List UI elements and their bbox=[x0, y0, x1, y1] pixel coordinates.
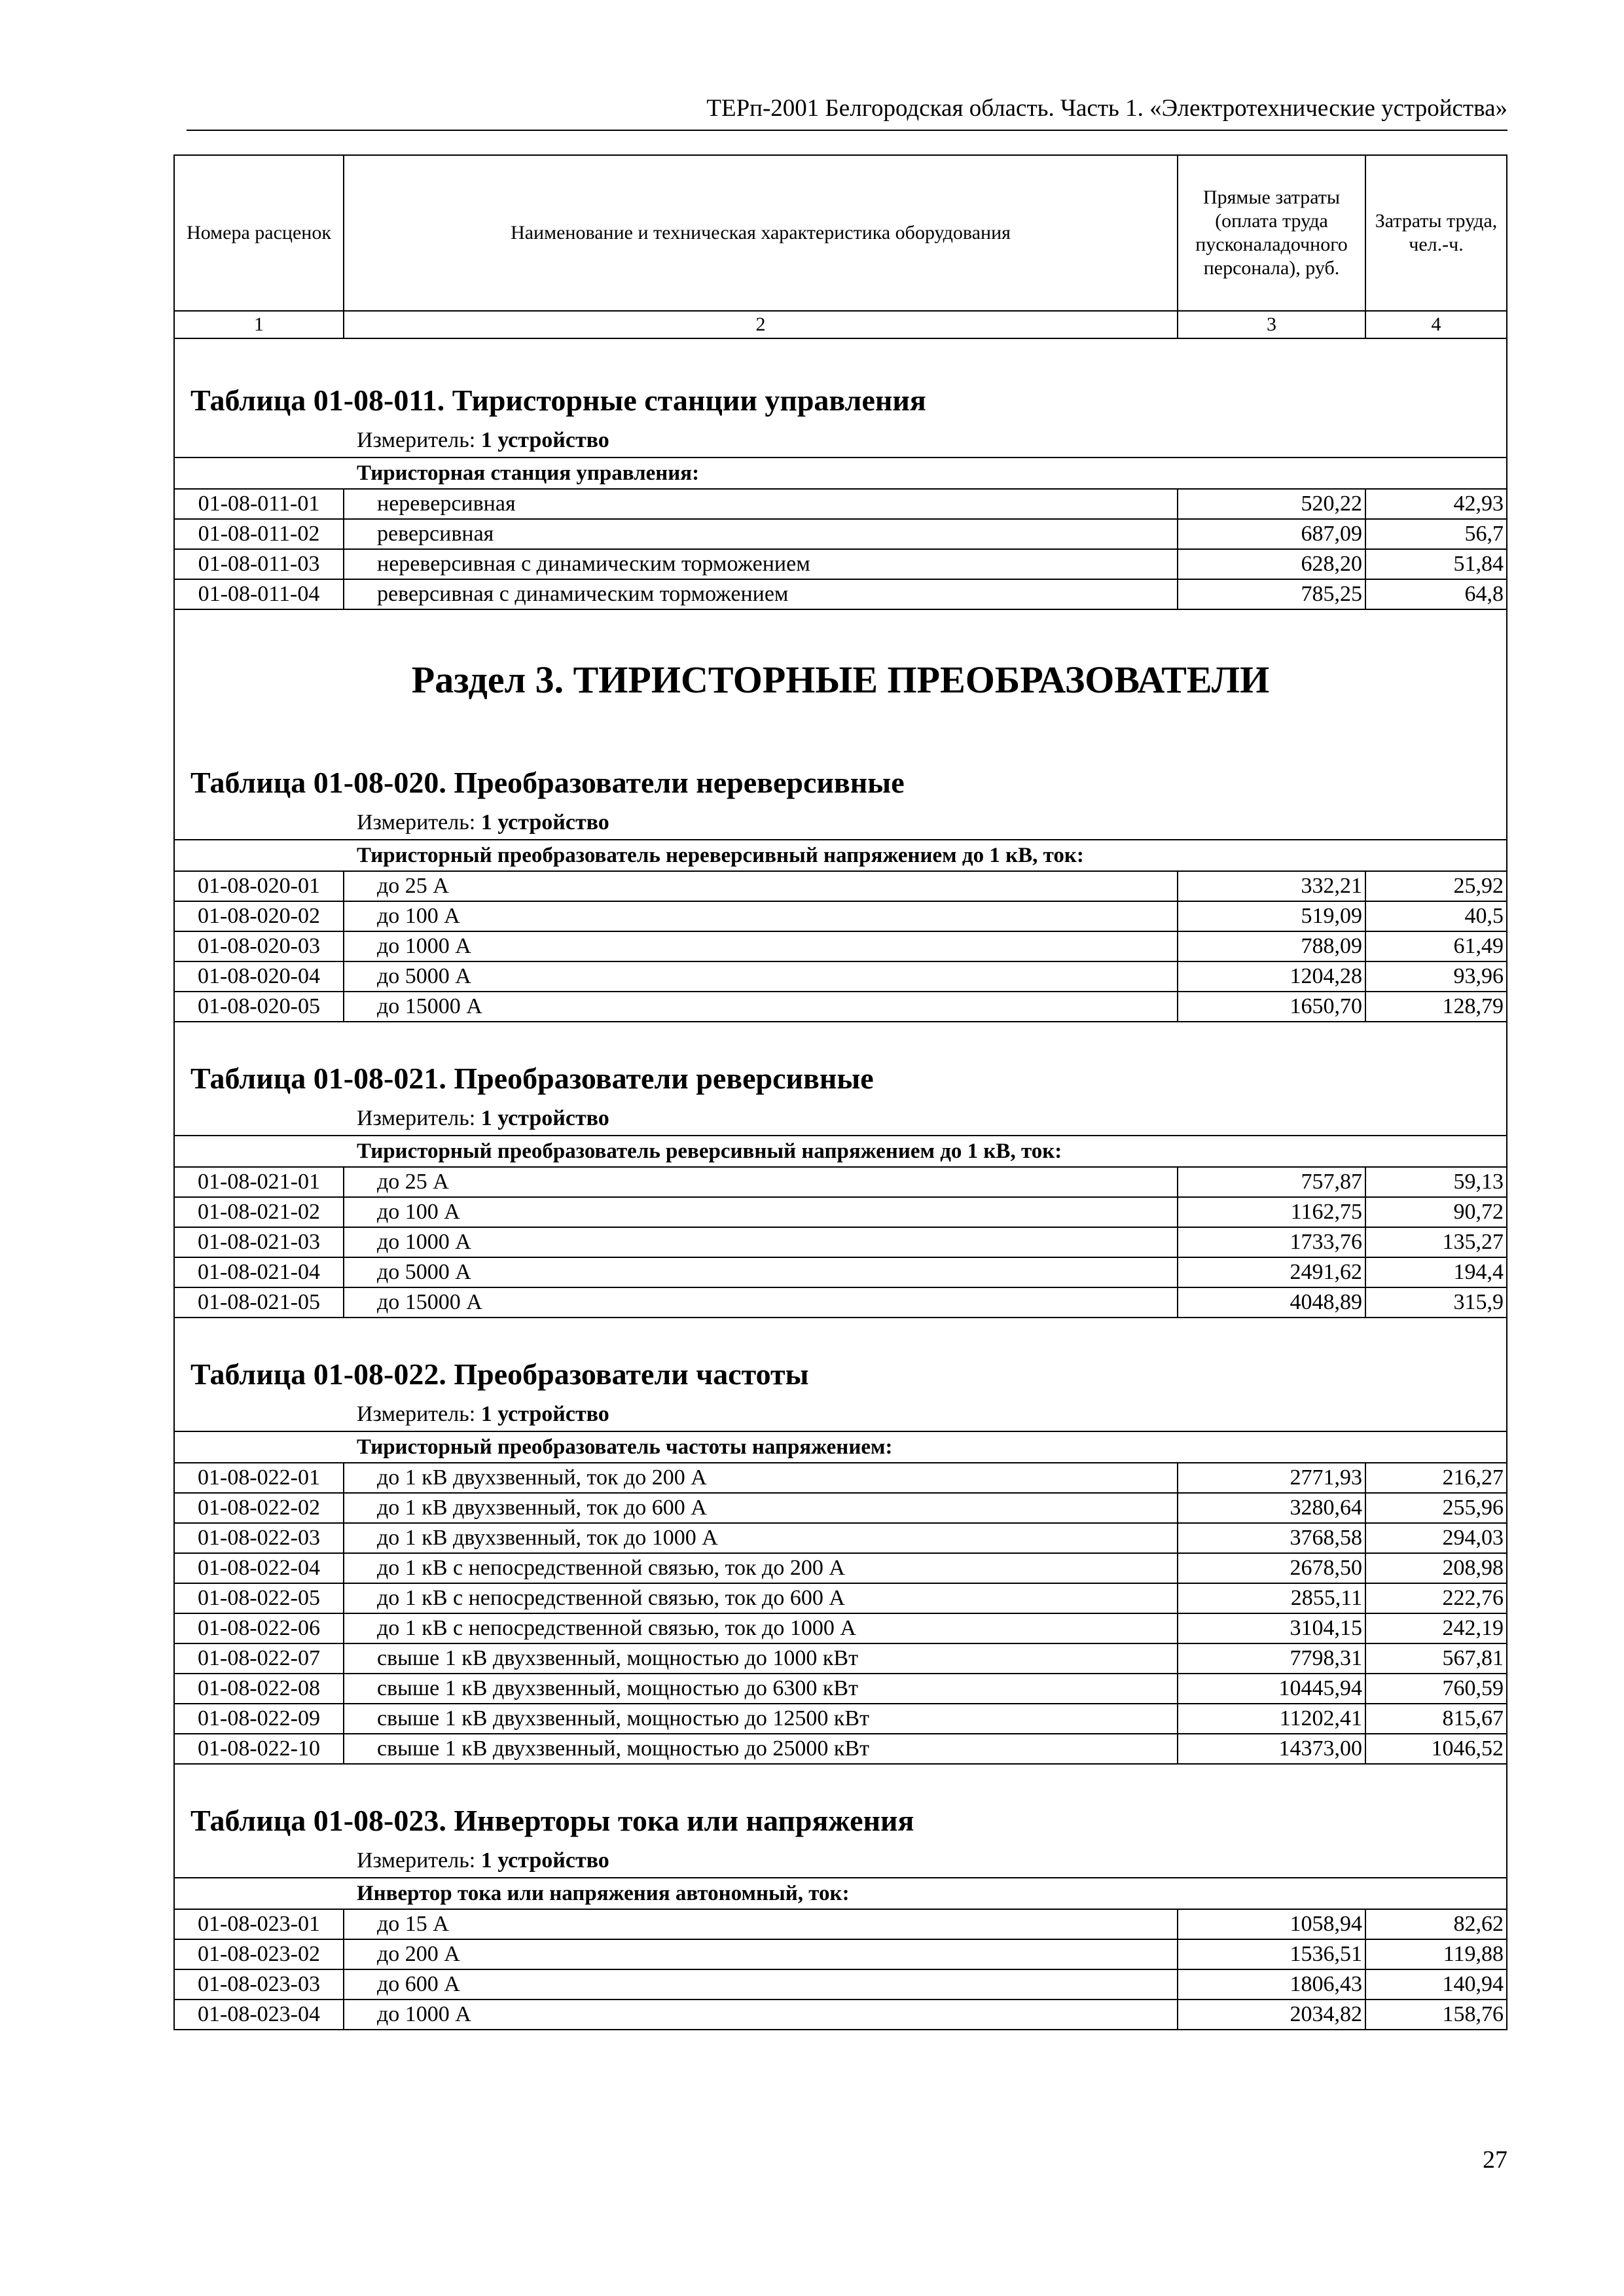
rate-code: 01-08-011-02 bbox=[174, 519, 344, 549]
group-heading: Тиристорная станция управления: bbox=[174, 457, 1507, 489]
labor-hours: 135,27 bbox=[1365, 1227, 1507, 1257]
table-row bbox=[174, 961, 1507, 992]
labor-hours: 208,98 bbox=[1365, 1553, 1507, 1583]
table-row bbox=[174, 1553, 1507, 1583]
table-row bbox=[174, 1909, 1507, 1939]
table-title-row bbox=[174, 1318, 1507, 1398]
page-number: 27 bbox=[1483, 2146, 1507, 2174]
rate-code: 01-08-020-05 bbox=[174, 992, 344, 1022]
labor-hours: 82,62 bbox=[1365, 1909, 1507, 1939]
labor-hours: 128,79 bbox=[1365, 992, 1507, 1022]
direct-cost: 687,09 bbox=[1178, 519, 1365, 549]
table-row bbox=[174, 1523, 1507, 1553]
table-title-row bbox=[174, 726, 1507, 806]
table-row bbox=[174, 871, 1507, 901]
measure-unit-label: Измеритель: bbox=[357, 1848, 476, 1873]
rate-code: 01-08-022-10 bbox=[174, 1734, 344, 1764]
column-number: 2 bbox=[344, 311, 1178, 338]
column-header-labor: Затраты труда, чел.-ч. bbox=[1365, 155, 1507, 311]
measure-unit bbox=[174, 1102, 1507, 1136]
rate-code: 01-08-021-04 bbox=[174, 1257, 344, 1287]
direct-cost: 1162,75 bbox=[1178, 1197, 1365, 1227]
section-heading-row bbox=[174, 609, 1507, 726]
direct-cost: 3104,15 bbox=[1178, 1613, 1365, 1643]
group-heading: Инвертор тока или напряжения автономный, ток: bbox=[174, 1878, 1507, 1909]
price-table-body bbox=[174, 155, 1507, 2030]
labor-hours: 294,03 bbox=[1365, 1523, 1507, 1553]
table-row bbox=[174, 1583, 1507, 1613]
labor-hours: 25,92 bbox=[1365, 871, 1507, 901]
direct-cost: 3280,64 bbox=[1178, 1493, 1365, 1523]
labor-hours: 222,76 bbox=[1365, 1583, 1507, 1613]
direct-cost: 1733,76 bbox=[1178, 1227, 1365, 1257]
rate-code: 01-08-022-08 bbox=[174, 1674, 344, 1704]
item-description: свыше 1 кВ двухзвенный, мощностью до 6300 кВт bbox=[344, 1674, 1178, 1704]
table-row bbox=[174, 1939, 1507, 1969]
item-description: до 100 А bbox=[344, 1197, 1178, 1227]
measure-unit-row bbox=[174, 806, 1507, 840]
table-row bbox=[174, 549, 1507, 579]
measure-unit-value: 1 устройство bbox=[480, 428, 609, 452]
labor-hours: 119,88 bbox=[1365, 1939, 1507, 1969]
group-heading-row bbox=[174, 1136, 1507, 1167]
measure-unit-row bbox=[174, 1844, 1507, 1878]
rate-code: 01-08-021-02 bbox=[174, 1197, 344, 1227]
table-title: Таблица 01-08-020. Преобразователи нереверсивные bbox=[174, 726, 1507, 806]
group-heading: Тиристорный преобразователь реверсивный напряжением до 1 кВ, ток: bbox=[174, 1136, 1507, 1167]
rate-code: 01-08-020-03 bbox=[174, 931, 344, 961]
direct-cost: 7798,31 bbox=[1178, 1643, 1365, 1674]
group-heading-row bbox=[174, 840, 1507, 871]
direct-cost: 519,09 bbox=[1178, 901, 1365, 931]
direct-cost: 2678,50 bbox=[1178, 1553, 1365, 1583]
direct-cost: 1204,28 bbox=[1178, 961, 1365, 992]
measure-unit-value: 1 устройство bbox=[480, 1106, 609, 1130]
table-row bbox=[174, 1674, 1507, 1704]
item-description: до 1 кВ с непосредственной связью, ток до 200 А bbox=[344, 1553, 1178, 1583]
measure-unit bbox=[174, 1844, 1507, 1878]
table-row bbox=[174, 992, 1507, 1022]
table-title-row bbox=[174, 1022, 1507, 1102]
rate-code: 01-08-023-03 bbox=[174, 1969, 344, 2000]
rate-code: 01-08-020-04 bbox=[174, 961, 344, 992]
labor-hours: 59,13 bbox=[1365, 1167, 1507, 1197]
group-heading-row bbox=[174, 1878, 1507, 1909]
labor-hours: 140,94 bbox=[1365, 1969, 1507, 2000]
group-heading: Тиристорный преобразователь нереверсивный напряжением до 1 кВ, ток: bbox=[174, 840, 1507, 871]
labor-hours: 42,93 bbox=[1365, 489, 1507, 519]
table-row bbox=[174, 931, 1507, 961]
direct-cost: 332,21 bbox=[1178, 871, 1365, 901]
column-number: 1 bbox=[174, 311, 344, 338]
labor-hours: 315,9 bbox=[1365, 1287, 1507, 1318]
table-row bbox=[174, 1613, 1507, 1643]
group-heading: Тиристорный преобразователь частоты напряжением: bbox=[174, 1431, 1507, 1463]
column-header-row bbox=[174, 155, 1507, 311]
item-description: до 5000 А bbox=[344, 961, 1178, 992]
direct-cost: 10445,94 bbox=[1178, 1674, 1365, 1704]
item-description: свыше 1 кВ двухзвенный, мощностью до 12500 кВт bbox=[344, 1704, 1178, 1734]
table-title: Таблица 01-08-021. Преобразователи реверсивные bbox=[174, 1022, 1507, 1102]
labor-hours: 51,84 bbox=[1365, 549, 1507, 579]
measure-unit bbox=[174, 806, 1507, 840]
table-title-row bbox=[174, 338, 1507, 424]
item-description: до 1 кВ с непосредственной связью, ток до 600 А bbox=[344, 1583, 1178, 1613]
item-description: до 1 кВ с непосредственной связью, ток до 1000 А bbox=[344, 1613, 1178, 1643]
column-header-direct-costs: Прямые затраты (оплата труда пусконаладочного персонала), руб. bbox=[1178, 155, 1365, 311]
column-number: 3 bbox=[1178, 311, 1365, 338]
rate-code: 01-08-020-02 bbox=[174, 901, 344, 931]
item-description: свыше 1 кВ двухзвенный, мощностью до 25000 кВт bbox=[344, 1734, 1178, 1764]
direct-cost: 1806,43 bbox=[1178, 1969, 1365, 2000]
item-description: до 15000 А bbox=[344, 992, 1178, 1022]
direct-cost: 628,20 bbox=[1178, 549, 1365, 579]
column-header-codes: Номера расценок bbox=[174, 155, 344, 311]
table-row bbox=[174, 2000, 1507, 2030]
labor-hours: 1046,52 bbox=[1365, 1734, 1507, 1764]
item-description: до 25 А bbox=[344, 871, 1178, 901]
table-row bbox=[174, 901, 1507, 931]
measure-unit-label: Измеритель: bbox=[357, 428, 476, 452]
column-header-description: Наименование и техническая характеристика оборудования bbox=[344, 155, 1178, 311]
table-row bbox=[174, 1493, 1507, 1523]
column-number: 4 bbox=[1365, 311, 1507, 338]
direct-cost: 2771,93 bbox=[1178, 1463, 1365, 1493]
rate-code: 01-08-022-03 bbox=[174, 1523, 344, 1553]
labor-hours: 64,8 bbox=[1365, 579, 1507, 609]
labor-hours: 158,76 bbox=[1365, 2000, 1507, 2030]
table-row bbox=[174, 1643, 1507, 1674]
table-row bbox=[174, 489, 1507, 519]
table-row bbox=[174, 1257, 1507, 1287]
labor-hours: 40,5 bbox=[1365, 901, 1507, 931]
labor-hours: 61,49 bbox=[1365, 931, 1507, 961]
labor-hours: 194,4 bbox=[1365, 1257, 1507, 1287]
direct-cost: 2855,11 bbox=[1178, 1583, 1365, 1613]
column-number-row bbox=[174, 311, 1507, 338]
labor-hours: 242,19 bbox=[1365, 1613, 1507, 1643]
table-row bbox=[174, 1463, 1507, 1493]
item-description: до 1000 А bbox=[344, 1227, 1178, 1257]
item-description: до 1 кВ двухзвенный, ток до 1000 А bbox=[344, 1523, 1178, 1553]
item-description: до 5000 А bbox=[344, 1257, 1178, 1287]
labor-hours: 216,27 bbox=[1365, 1463, 1507, 1493]
table-title: Таблица 01-08-023. Инверторы тока или напряжения bbox=[174, 1764, 1507, 1844]
direct-cost: 4048,89 bbox=[1178, 1287, 1365, 1318]
rate-code: 01-08-022-01 bbox=[174, 1463, 344, 1493]
table-title: Таблица 01-08-011. Тиристорные станции управления bbox=[174, 338, 1507, 424]
direct-cost: 3768,58 bbox=[1178, 1523, 1365, 1553]
direct-cost: 14373,00 bbox=[1178, 1734, 1365, 1764]
labor-hours: 90,72 bbox=[1365, 1197, 1507, 1227]
item-description: до 1 кВ двухзвенный, ток до 600 А bbox=[344, 1493, 1178, 1523]
direct-cost: 1536,51 bbox=[1178, 1939, 1365, 1969]
labor-hours: 815,67 bbox=[1365, 1704, 1507, 1734]
table-title-row bbox=[174, 1764, 1507, 1844]
rate-code: 01-08-023-02 bbox=[174, 1939, 344, 1969]
measure-unit-value: 1 устройство bbox=[480, 1402, 609, 1426]
item-description: нереверсивная с динамическим торможением bbox=[344, 549, 1178, 579]
measure-unit-label: Измеритель: bbox=[357, 1106, 476, 1130]
rate-code: 01-08-022-07 bbox=[174, 1643, 344, 1674]
table-row bbox=[174, 1287, 1507, 1318]
measure-unit-label: Измеритель: bbox=[357, 810, 476, 834]
direct-cost: 788,09 bbox=[1178, 931, 1365, 961]
direct-cost: 11202,41 bbox=[1178, 1704, 1365, 1734]
item-description: нереверсивная bbox=[344, 489, 1178, 519]
rate-code: 01-08-022-09 bbox=[174, 1704, 344, 1734]
rate-code: 01-08-011-01 bbox=[174, 489, 344, 519]
rate-code: 01-08-011-03 bbox=[174, 549, 344, 579]
table-row bbox=[174, 519, 1507, 549]
measure-unit-row bbox=[174, 1398, 1507, 1431]
rate-code: 01-08-022-04 bbox=[174, 1553, 344, 1583]
labor-hours: 567,81 bbox=[1365, 1643, 1507, 1674]
group-heading-row bbox=[174, 457, 1507, 489]
table-row bbox=[174, 1969, 1507, 2000]
group-heading-row bbox=[174, 1431, 1507, 1463]
rate-code: 01-08-020-01 bbox=[174, 871, 344, 901]
rate-code: 01-08-023-04 bbox=[174, 2000, 344, 2030]
rate-code: 01-08-022-06 bbox=[174, 1613, 344, 1643]
rate-code: 01-08-023-01 bbox=[174, 1909, 344, 1939]
rate-code: 01-08-021-03 bbox=[174, 1227, 344, 1257]
running-head: ТЕРп-2001 Белгородская область. Часть 1. «Электротехнические устройства» bbox=[187, 92, 1507, 131]
rate-code: 01-08-021-01 bbox=[174, 1167, 344, 1197]
direct-cost: 2491,62 bbox=[1178, 1257, 1365, 1287]
price-table bbox=[173, 154, 1507, 2030]
direct-cost: 1058,94 bbox=[1178, 1909, 1365, 1939]
table-row bbox=[174, 1197, 1507, 1227]
rate-code: 01-08-022-05 bbox=[174, 1583, 344, 1613]
measure-unit-value: 1 устройство bbox=[480, 810, 609, 834]
table-row bbox=[174, 1734, 1507, 1764]
direct-cost: 1650,70 bbox=[1178, 992, 1365, 1022]
rate-code: 01-08-021-05 bbox=[174, 1287, 344, 1318]
table-row bbox=[174, 1704, 1507, 1734]
table-row bbox=[174, 1167, 1507, 1197]
item-description: до 600 А bbox=[344, 1969, 1178, 2000]
table-title: Таблица 01-08-022. Преобразователи частоты bbox=[174, 1318, 1507, 1398]
labor-hours: 760,59 bbox=[1365, 1674, 1507, 1704]
labor-hours: 56,7 bbox=[1365, 519, 1507, 549]
item-description: до 25 А bbox=[344, 1167, 1178, 1197]
measure-unit bbox=[174, 424, 1507, 457]
rate-code: 01-08-011-04 bbox=[174, 579, 344, 609]
labor-hours: 93,96 bbox=[1365, 961, 1507, 992]
item-description: до 15000 А bbox=[344, 1287, 1178, 1318]
section-heading: Раздел 3. ТИРИСТОРНЫЕ ПРЕОБРАЗОВАТЕЛИ bbox=[174, 609, 1507, 726]
rate-code: 01-08-022-02 bbox=[174, 1493, 344, 1523]
direct-cost: 2034,82 bbox=[1178, 2000, 1365, 2030]
measure-unit-row bbox=[174, 1102, 1507, 1136]
item-description: свыше 1 кВ двухзвенный, мощностью до 1000 кВт bbox=[344, 1643, 1178, 1674]
direct-cost: 757,87 bbox=[1178, 1167, 1365, 1197]
measure-unit-value: 1 устройство bbox=[480, 1848, 609, 1873]
table-row bbox=[174, 1227, 1507, 1257]
item-description: до 15 А bbox=[344, 1909, 1178, 1939]
item-description: реверсивная с динамическим торможением bbox=[344, 579, 1178, 609]
direct-cost: 785,25 bbox=[1178, 579, 1365, 609]
item-description: до 1000 А bbox=[344, 931, 1178, 961]
direct-cost: 520,22 bbox=[1178, 489, 1365, 519]
item-description: до 200 А bbox=[344, 1939, 1178, 1969]
table-row bbox=[174, 579, 1507, 609]
item-description: до 1 кВ двухзвенный, ток до 200 А bbox=[344, 1463, 1178, 1493]
item-description: реверсивная bbox=[344, 519, 1178, 549]
measure-unit-row bbox=[174, 424, 1507, 457]
measure-unit-label: Измеритель: bbox=[357, 1402, 476, 1426]
item-description: до 1000 А bbox=[344, 2000, 1178, 2030]
labor-hours: 255,96 bbox=[1365, 1493, 1507, 1523]
item-description: до 100 А bbox=[344, 901, 1178, 931]
measure-unit bbox=[174, 1398, 1507, 1431]
